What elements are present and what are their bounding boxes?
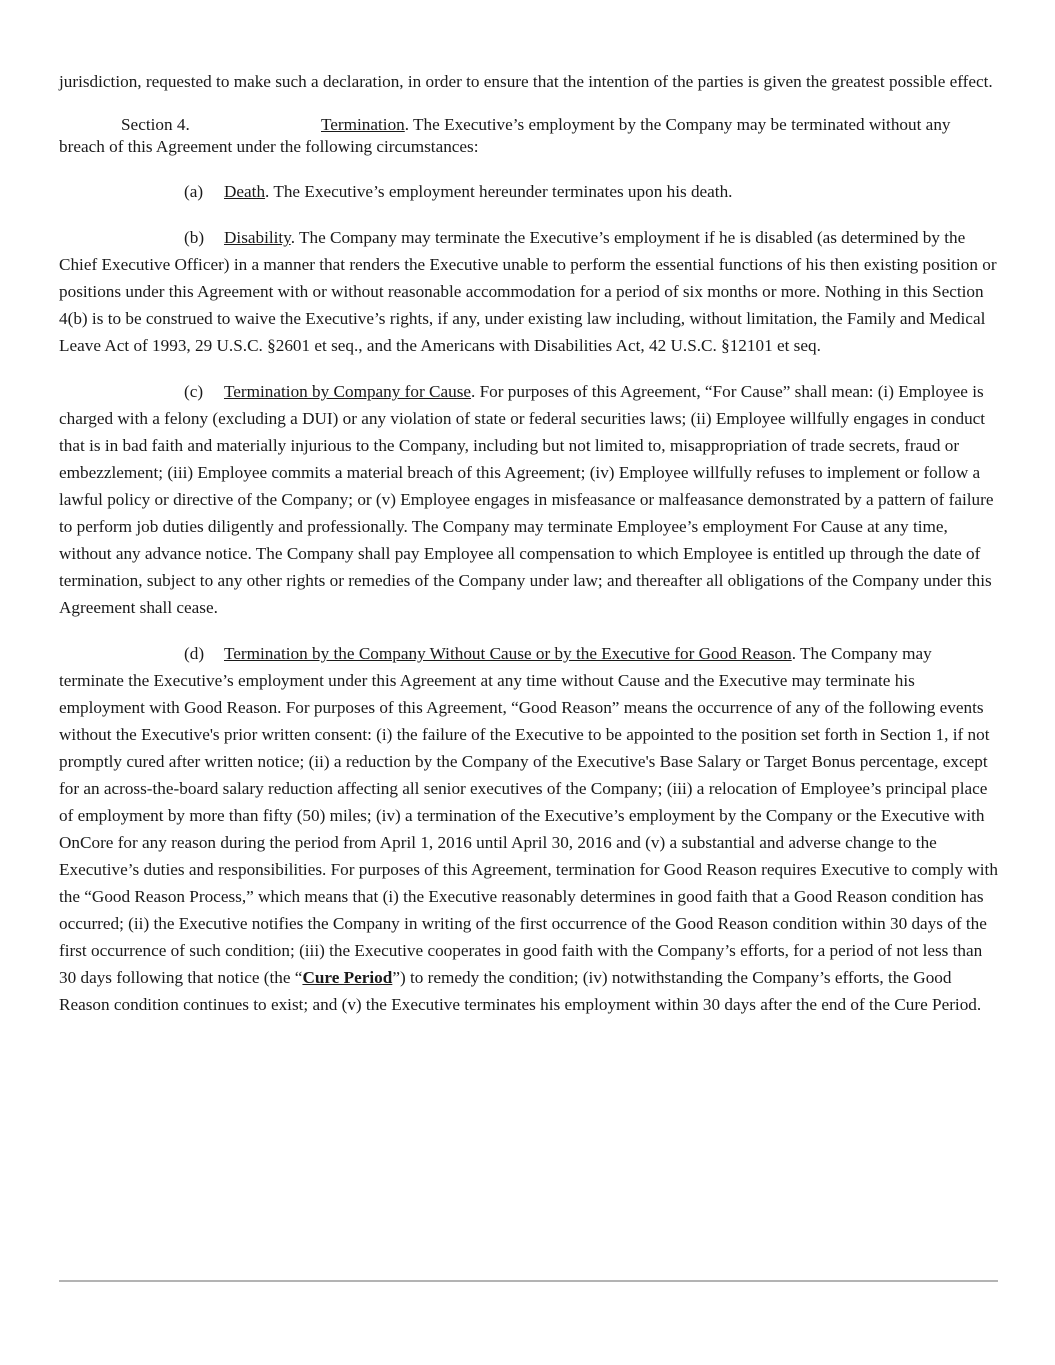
clause-b-label: (b) bbox=[184, 228, 205, 247]
clause-d-title: Termination by the Company Without Cause or by the Executive for Good Reason bbox=[224, 644, 792, 663]
section-text: . The Executive’s employment by the Company may be terminated without any breach of this Agreement under the following circumstances: bbox=[59, 115, 951, 156]
clause-d bbox=[59, 640, 999, 1018]
clause-c-text: . For purposes of this Agreement, “For Cause” shall mean: (i) Employee is charged with a felony (excluding a DUI) or any violation of state or federal securities laws; (ii) Employee willfully engages in conduct that is in bad faith and materially injurious to the Company, including but not limited to, misappropriation of trade secrets, fraud or embezzlement; (iii) Employee commits a material breach of this Agreement; (iv) Employee willfully refuses to implement or follow a lawful policy or directive of the Company; or (v) Employee engages in misfeasance or malfeasance demonstrated by a pattern of failure to perform job duties diligently and professionally. The Company may terminate Employee’s employment For Cause at any time, without any advance notice. The Company shall pay Employee all compensation to which Employee is entitled up through the date of termination, subject to any other rights or remedies of the Company under law; and thereafter all obligations of the Company under this Agreement shall cease. bbox=[59, 382, 994, 617]
clause-a bbox=[59, 178, 999, 205]
clause-b-title: Disability bbox=[224, 228, 291, 247]
clause-b-text: . The Company may terminate the Executive’s employment if he is disabled (as determined by the Chief Executive Officer) in a manner that renders the Executive unable to perform the essential functions of his then existing position or positions under this Agreement with or without reasonable accommodation for a period of six months or more. Nothing in this Section 4(b) is to be construed to waive the Executive’s rights, if any, under existing law including, without limitation, the Family and Medical Leave Act of 1993, 29 U.S.C. §2601 et seq., and the Americans with Disabilities Act, 42 U.S.C. §12101 et seq. bbox=[59, 228, 997, 355]
clause-d-text-end: ”) to remedy the condition; (iv) notwithstanding the Company’s efforts, the Good Reason condition continues to exist; and (v) the Executive terminates his employment within 30 days after the end of the Cure Period. bbox=[59, 968, 982, 1014]
clause-a-title: Death bbox=[224, 182, 266, 201]
intro-text: jurisdiction, requested to make such a declaration, in order to ensure that the intention of the parties is given the greatest possible effect. bbox=[59, 72, 993, 91]
clause-a-text: . The Executive’s employment hereunder terminates upon his death. bbox=[265, 182, 733, 201]
clause-b bbox=[59, 224, 999, 359]
clause-c-title: Termination by Company for Cause bbox=[224, 382, 472, 401]
section-4-paragraph bbox=[59, 114, 999, 158]
clause-d-text: . The Company may terminate the Executive’s employment under this Agreement at any time without Cause and the Executive may terminate his employment with Good Reason. For purposes of this Agreement, “Good Reason” means the occurrence of any of the following events without the Executive's prior written consent: (i) the failure of the Executive to be appointed to the position set forth in Section 1, if not promptly cured after written notice; (ii) a reduction by the Company of the Executive's Base Salary or Target Bonus percentage, except for an across-the-board salary reduction affecting all senior executives of the Company; (iii) a relocation of Employee’s principal place of employment by more than fifty (50) miles; (iv) a termination of the Executive’s employment by the Company or the Executive with OnCore for any reason during the period from April 1, 2016 until April 30, 2016 and (v) a substantial and adverse change to the Executive’s duties and responsibilities. For purposes of this Agreement, termination for Good Reason requires Executive to comply with the “Good Reason Process,” which means that (i) the Executive reasonably determines in good faith that a Good Reason condition has occurred; (ii) the Executive notifies the Company in writing of the first occurrence of the Good Reason condition within 30 days of the first occurrence of such condition; (iii) the Executive cooperates in good faith with the Company’s efforts, for a period of not less than 30 days following that notice (the “ bbox=[59, 644, 998, 987]
footer-divider bbox=[59, 1280, 998, 1282]
clause-a-label: (a) bbox=[184, 182, 204, 201]
document-page bbox=[59, 68, 999, 1037]
section-number: Section 4. bbox=[121, 115, 190, 134]
clause-c-label: (c) bbox=[184, 382, 204, 401]
cure-period-term: Cure Period bbox=[302, 968, 393, 987]
section-title: Termination bbox=[321, 115, 405, 134]
clause-c bbox=[59, 378, 999, 621]
intro-paragraph bbox=[59, 68, 999, 95]
clause-d-label: (d) bbox=[184, 644, 205, 663]
